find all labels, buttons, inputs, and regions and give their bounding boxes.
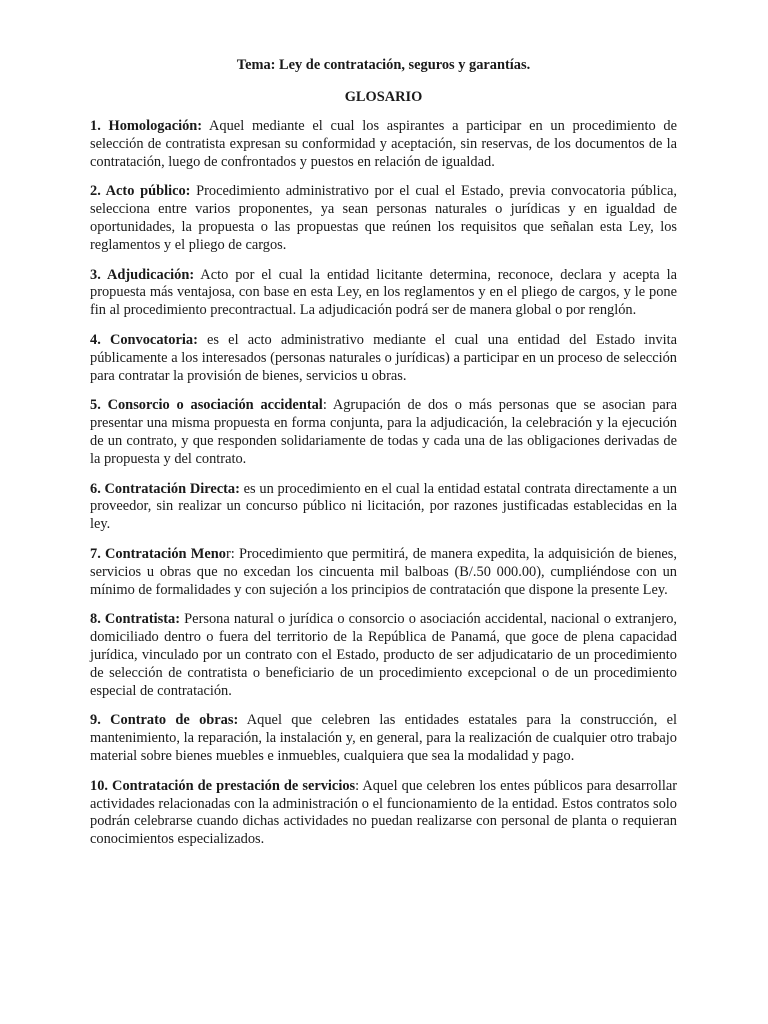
glossary-entry — [90, 183, 677, 254]
glossary-definition: Persona natural o jurídica o consorcio o asociación accidental, nacional o extranjero, domiciliado dentro o fuera del territorio de la República de Panamá, que goce de plena capacidad jurídica, vinculado por un contrato con el Estado, producto de ser adjudicatario de un procedimiento de selección de contratista o beneficiario de un procedimiento excepcional o de un procedimiento especial de contratación. — [90, 611, 678, 699]
glossary-entry — [90, 481, 677, 534]
glossary-definition: : Agrupación de dos o más personas que se asocian para presentar una misma propuesta en forma conjunta, para la adjudicación, la celebración y la ejecución de un contrato, y que responden solidariamente de todas y cada una de las obligaciones derivadas de la propuesta y del contrato. — [90, 397, 677, 467]
glossary-term: 10. Contratación de prestación de servicios — [90, 777, 356, 794]
glossary-term: 4. Convocatoria: — [90, 331, 198, 348]
glossary-definition: Aquel mediante el cual los aspirantes a participar en un procedimiento de selección de contratista expresan su conformidad y aceptación, sin reservas, de los documentos de la contratación, luego de confrontados y puestos en relación de igualdad. — [90, 118, 677, 170]
glossary-definition: es un procedimiento en el cual la entidad estatal contrata directamente a un proveedor, sin realizar un concurso público ni licitación, por razones justificadas establecidas en la ley. — [90, 480, 677, 533]
glossary-entry — [90, 778, 677, 849]
glossary-term-suffix: r — [225, 545, 231, 562]
glossary-definition: Acto por el cual la entidad licitante determina, reconoce, declara y acepta la propuesta más ventajosa, con base en esta Ley, en los reglamentos y en el pliego de cargos, y le pone fin al procedimiento precontractual. La adjudicación podrá ser de manera global o por renglón. — [90, 266, 678, 319]
glossary-entry — [90, 118, 677, 171]
glossary-entry — [90, 267, 677, 320]
glossary-definition: : Procedimiento que permitirá, de manera expedita, la adquisición de bienes, servicios u obras que no excedan los cincuenta mil balboas (B/.50 000.00), cumpliéndose con un mínimo de formalidades y con sujeción a los principios de contratación que dispone la presente Ley. — [90, 545, 677, 598]
glossary-entry — [90, 332, 677, 385]
glossary-term: 9. Contrato de obras: — [90, 712, 239, 729]
glossary-term: 5. Consorcio o asociación accidental — [90, 397, 323, 414]
glossary-term: 7. Contratación Meno — [90, 545, 226, 562]
glossary-definition: Aquel que celebren las entidades estatales para la construcción, el mantenimiento, la reparación, la instalación y, en general, para la realización de cualquier otro trabajo material sobre bienes muebles e inmuebles, cualquiera que sea la modalidad y pago. — [90, 712, 677, 764]
glossary-definition: es el acto administrativo mediante el cual una entidad del Estado invita públicamente a los interesados (personas naturales o jurídicas) a participar en un proceso de selección para contratar la provisión de bienes, servicios u obras. — [90, 331, 677, 384]
glossary-term: 3. Adjudicación: — [90, 266, 195, 283]
glossary-term: 6. Contratación Directa: — [90, 480, 240, 497]
glossary-entry — [90, 397, 677, 468]
glossary-definition: Procedimiento administrativo por el cual el Estado, previa convocatoria pública, selecciona entre varios proponentes, ya sean personas naturales o jurídicas y en igualdad de oportunidades, la propuesta o las propuestas que reúnen los requisitos que señalan esta Ley, los reglamentos y el pliego de cargos. — [90, 183, 678, 253]
document-topic: Tema: Ley de contratación, seguros y garantías. — [236, 57, 531, 73]
glossary-definition: : Aquel que celebren los entes públicos para desarrollar actividades relacionadas con la administración o el funcionamiento de la entidad. Estos contratos solo podrán celebrarse cuando dichas actividades no puedan realizarse con personal de planta o requieran conocimientos especializados. — [90, 777, 678, 848]
glossary-term: 2. Acto público: — [90, 183, 191, 200]
glossary-entry — [90, 546, 677, 599]
glossary-term: 8. Contratista: — [90, 611, 181, 628]
glossary-entry — [90, 712, 677, 765]
glossary-term: 1. Homologación: — [90, 118, 203, 134]
glossary-entry — [90, 611, 677, 700]
glossary-heading: GLOSARIO — [344, 89, 423, 105]
document-page — [90, 56, 677, 861]
